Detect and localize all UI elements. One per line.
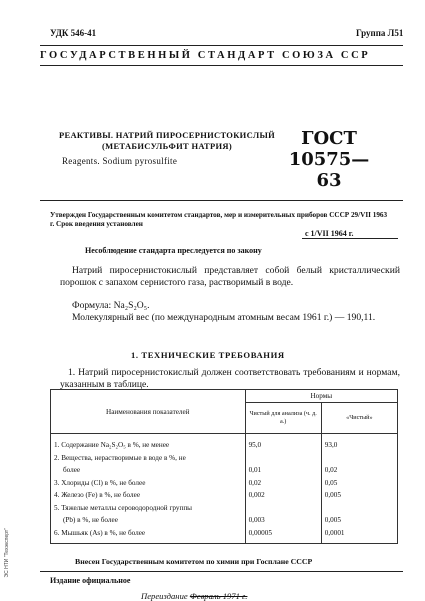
row-value-b: 0,0001 bbox=[321, 527, 397, 544]
row-value-a: 95,0 bbox=[245, 434, 321, 452]
row-value-a: 0,00005 bbox=[245, 527, 321, 544]
table-header-col-a: Чистый для анализа (ч. д. а.) bbox=[245, 403, 321, 434]
approval-text: Утвержден Государственным комитетом стандартов, мер и измерительных приборов СССР 29/VII 1963 г. Срок введения установлен bbox=[50, 211, 388, 228]
table-row bbox=[51, 527, 398, 544]
table-header-col-b: «Чистый» bbox=[321, 403, 397, 434]
table-row bbox=[51, 477, 398, 490]
row-name: более bbox=[51, 464, 246, 477]
row-value-a: 0,002 bbox=[245, 489, 321, 502]
table-row bbox=[51, 452, 398, 465]
row-value-b bbox=[321, 502, 397, 515]
section-heading: 1. ТЕХНИЧЕСКИЕ ТРЕБОВАНИЯ bbox=[131, 350, 285, 360]
row-value-a: 0,01 bbox=[245, 464, 321, 477]
gost-number: 10575—63 bbox=[288, 149, 370, 191]
row-name: 2. Вещества, нерастворимые в воде в %, не bbox=[51, 452, 246, 465]
row-value-a: 0,02 bbox=[245, 477, 321, 490]
row-value-a: 0,003 bbox=[245, 514, 321, 527]
table-row bbox=[51, 434, 398, 452]
gost-code bbox=[284, 128, 374, 191]
top-rule bbox=[40, 45, 403, 46]
table-header-norms: Нормы bbox=[245, 390, 397, 403]
row-name: 1. Содержание Na₂S₂O₅ в %, не менее bbox=[51, 434, 246, 452]
introduction-date: с 1/VII 1964 г. bbox=[305, 229, 354, 238]
row-value-b: 0,005 bbox=[321, 489, 397, 502]
row-name: 4. Железо (Fe) в %, не более bbox=[51, 489, 246, 502]
reprint-date: Февраль 1971 г. bbox=[189, 591, 248, 601]
date-underline bbox=[302, 238, 398, 239]
table-row bbox=[51, 502, 398, 515]
row-value-b: 0,005 bbox=[321, 514, 397, 527]
row-value-a bbox=[245, 502, 321, 515]
row-value-b: 93,0 bbox=[321, 434, 397, 452]
official-edition: Издание официальное bbox=[50, 576, 131, 585]
row-name: 3. Хлориды (Cl) в %, не более bbox=[51, 477, 246, 490]
row-value-b: 0,05 bbox=[321, 477, 397, 490]
title-line-1: РЕАКТИВЫ. НАТРИЙ ПИРОСЕРНИСТОКИСЛЫЙ bbox=[58, 130, 276, 140]
reprint-label: Переиздание bbox=[141, 591, 188, 601]
table-header-name: Наименования показателей bbox=[51, 390, 246, 434]
table-row bbox=[51, 464, 398, 477]
table-row bbox=[51, 489, 398, 502]
row-name: (Pb) в %, не более bbox=[51, 514, 246, 527]
introduced-by: Внесен Государственным комитетом по химии при Госплане СССР bbox=[75, 557, 313, 566]
document-title bbox=[52, 130, 282, 152]
law-notice: Несоблюдение стандарта преследуется по закону bbox=[85, 246, 262, 255]
row-value-a bbox=[245, 452, 321, 465]
sidebar-watermark: ЭС НТИ "Техэксперт" bbox=[4, 528, 10, 578]
title-line-2: (МЕТАБИСУЛЬФИТ НАТРИЯ) bbox=[102, 141, 232, 151]
table-row bbox=[51, 514, 398, 527]
group-code: Группа Л51 bbox=[356, 28, 404, 38]
norms-table bbox=[50, 389, 398, 544]
row-name: 6. Мышьяк (As) в %, не более bbox=[51, 527, 246, 544]
row-value-b: 0,02 bbox=[321, 464, 397, 477]
formula-line bbox=[72, 300, 402, 312]
top-rule-2 bbox=[40, 65, 403, 66]
formula-value: Na₂S₂O₅. bbox=[113, 300, 150, 311]
title-divider bbox=[40, 200, 403, 201]
formula-label: Формула: bbox=[72, 300, 112, 311]
row-name: 5. Тяжелые металлы сероводородной группы bbox=[51, 502, 246, 515]
standard-heading: ГОСУДАРСТВЕННЫЙ СТАНДАРТ СОЮЗА ССР bbox=[40, 50, 371, 61]
row-value-b bbox=[321, 452, 397, 465]
description-paragraph: Натрий пиросернистокислый представляет собой белый кристаллический порошок с запахом сернистого газа, растворимый в воде. bbox=[60, 265, 400, 288]
footer-rule bbox=[40, 571, 403, 572]
english-title: Reagents. Sodium pyrosulfite bbox=[62, 156, 178, 166]
gost-label: ГОСТ bbox=[301, 128, 357, 149]
udk-code: УДК 546-41 bbox=[50, 28, 97, 38]
requirement-paragraph: 1. Натрий пиросернистокислый должен соответствовать требованиям и нормам, указанным в таблице. bbox=[60, 367, 400, 390]
molecular-weight: Молекулярный вес (по международным атомным весам 1961 г.) — 190,11. bbox=[72, 312, 376, 323]
